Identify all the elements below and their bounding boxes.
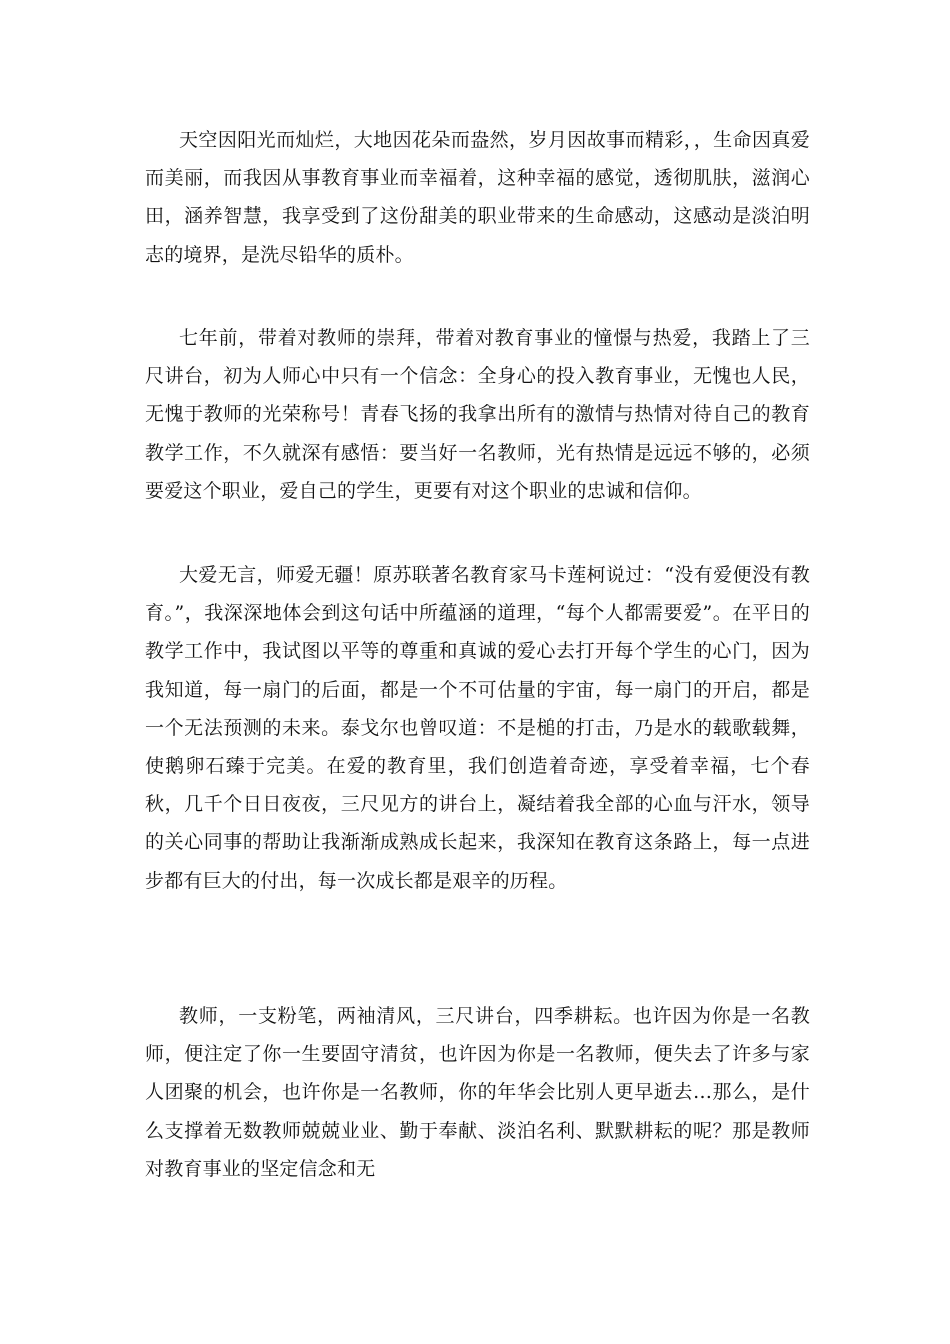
paragraph-4: 教师，一支粉笔，两袖清风，三尺讲台，四季耕耘。也许因为你是一名教师，便注定了你一生要固守清贫，也许因为你是一名教师，便失去了许多与家人团聚的机会，也许你是一名教师，你的年华会比别人更早逝去…那么，是什么支撑着无数教师兢兢业业、勤于奉献、淡泊名利、默默耕耘的呢？那是教师对教育事业的坚定信念和无 bbox=[145, 1005, 810, 1180]
paragraph-2: 七年前，带着对教师的崇拜，带着对教育事业的憧憬与热爱，我踏上了三尺讲台，初为人师心中只有一个信念：全身心的投入教育事业，无愧也人民，无愧于教师的光荣称号！青春飞扬的我拿出所有的激情与热情对待自己的教育教学工作，不久就深有感悟：要当好一名教师，光有热情是远远不够的，必须要爱这个职业，爱自己的学生，更要有对这个职业的忠诚和信仰。 bbox=[145, 327, 810, 502]
paragraph-3: 大爱无言，师爱无疆！原苏联著名教育家马卡莲柯说过：“没有爱便没有教育。”，我深深地体会到这句话中所蕴涵的道理，“每个人都需要爱”。在平日的教学工作中，我试图以平等的尊重和真诚的爱心去打开每个学生的心门，因为我知道，每一扇门的后面，都是一个不可估量的宇宙，每一扇门的开启，都是一个无法预测的未来。泰戈尔也曾叹道：不是槌的打击，乃是水的载歌载舞，使鹅卵石臻于完美。在爱的教育里，我们创造着奇迹，享受着幸福，七个春秋，几千个日日夜夜，三尺见方的讲台上，凝结着我全部的心血与汗水，领导的关心同事的帮助让我渐渐成熟成长起来，我深知在教育这条路上，每一点进步都有巨大的付出，每一次成长都是艰辛的历程。 bbox=[145, 564, 810, 892]
paragraph-1: 天空因阳光而灿烂，大地因花朵而盎然，岁月因故事而精彩，，生命因真爱而美丽，而我因从事教育事业而幸福着，这种幸福的感觉，透彻肌肤，滋润心田，涵养智慧，我享受到了这份甜美的职业带来的生命感动，这感动是淡泊明志的境界，是洗尽铅华的质朴。 bbox=[145, 129, 810, 266]
